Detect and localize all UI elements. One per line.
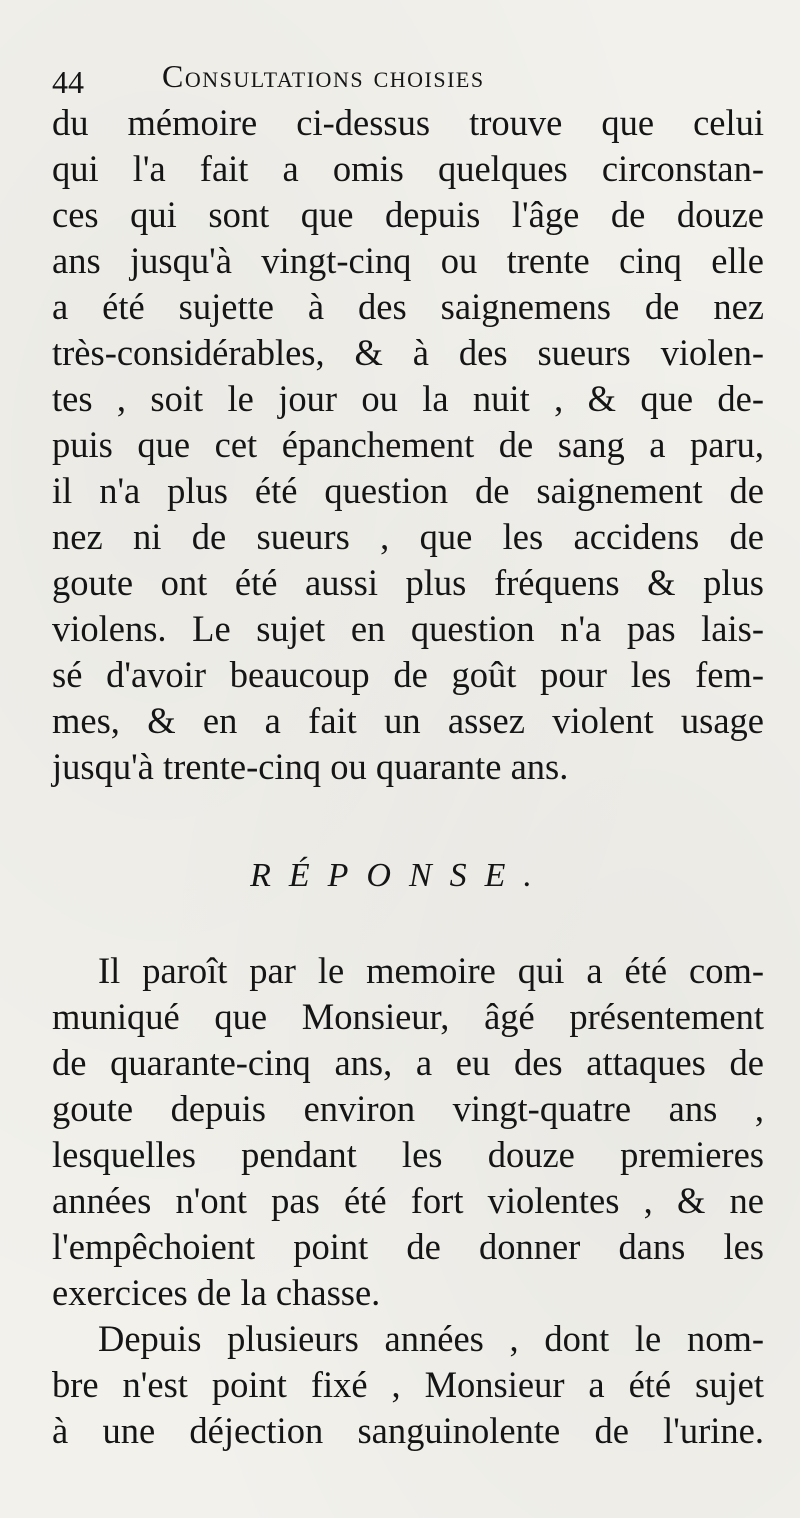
text-line: sé d'avoir beaucoup de goût pour les fem- bbox=[52, 654, 764, 695]
page-number: 44 bbox=[52, 64, 84, 100]
text-line: Depuis plusieurs années , dont le nom- bbox=[98, 1318, 764, 1359]
text-line: goute ont été aussi plus fréquens & plus bbox=[52, 562, 764, 603]
text-line: très-considérables, & à des sueurs violen- bbox=[52, 332, 764, 373]
text-line: jusqu'à trente-cinq ou quarante ans. bbox=[52, 746, 569, 787]
paragraph-memoire-continuation bbox=[52, 100, 764, 790]
text-line: ces qui sont que depuis l'âge de douze bbox=[52, 194, 764, 235]
text-line: a été sujette à des saignemens de nez bbox=[52, 286, 764, 327]
text-line: nez ni de sueurs , que les accidens de bbox=[52, 516, 764, 557]
text-line: de quarante-cinq ans, a eu des attaques de bbox=[52, 1042, 764, 1083]
text-line: bre n'est point fixé , Monsieur a été sujet bbox=[52, 1364, 764, 1405]
text-line: ans jusqu'à vingt-cinq ou trente cinq elle bbox=[52, 240, 764, 281]
text-line: muniqué que Monsieur, âgé présentement bbox=[52, 996, 764, 1037]
text-line: années n'ont pas été fort violentes , & ne bbox=[52, 1180, 764, 1221]
text-line: tes , soit le jour ou la nuit , & que de- bbox=[52, 378, 764, 419]
text-line: Il paroît par le memoire qui a été com- bbox=[98, 950, 764, 991]
text-line: du mémoire ci-dessus trouve que celui bbox=[52, 102, 764, 143]
text-line: mes, & en a fait un assez violent usage bbox=[52, 700, 764, 741]
running-title: Consultations choisies bbox=[162, 58, 485, 94]
text-line: exercices de la chasse. bbox=[52, 1272, 381, 1313]
text-line: à une déjection sanguinolente de l'urine. bbox=[52, 1410, 764, 1451]
text-line: lesquelles pendant les douze premieres bbox=[52, 1134, 764, 1175]
text-line: il n'a plus été question de saignement de bbox=[52, 470, 764, 511]
text-line: goute depuis environ vingt-quatre ans , bbox=[52, 1088, 764, 1129]
text-line: puis que cet épanchement de sang a paru, bbox=[52, 424, 764, 465]
text-line: qui l'a fait a omis quelques circonstan- bbox=[52, 148, 764, 189]
section-heading-reponse: RÉPONSE. bbox=[250, 857, 550, 894]
text-line: violens. Le sujet en question n'a pas lais- bbox=[52, 608, 764, 649]
paragraph-reponse bbox=[52, 948, 764, 1454]
text-line: l'empêchoient point de donner dans les bbox=[52, 1226, 764, 1267]
